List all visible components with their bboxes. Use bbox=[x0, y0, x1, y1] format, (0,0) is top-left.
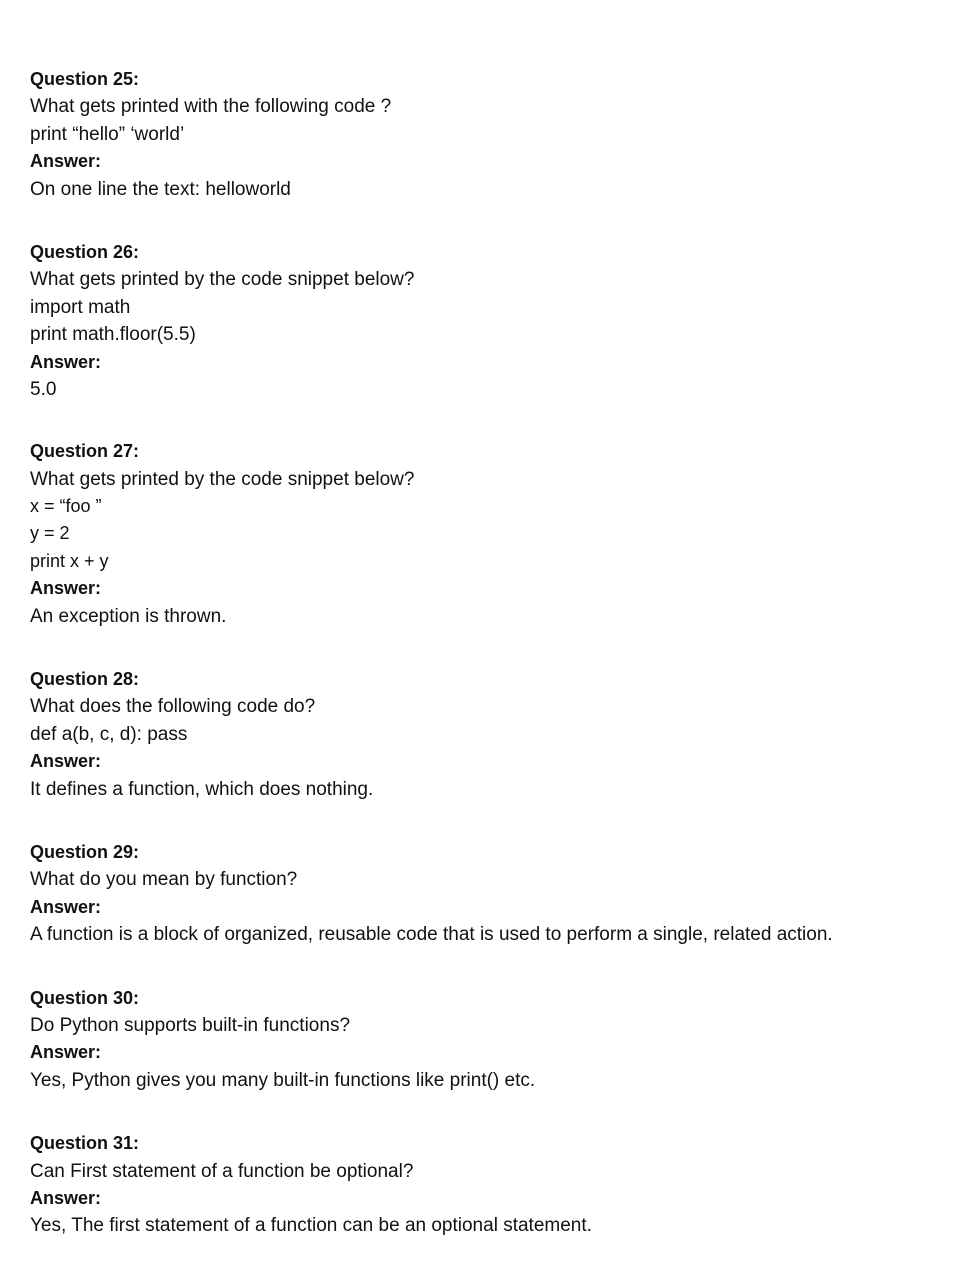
question-text: Do Python supports built-in functions? bbox=[30, 1014, 351, 1036]
question-text: What does the following code do? bbox=[30, 696, 316, 718]
answer-label: Answer: bbox=[30, 1187, 102, 1208]
question-heading: Question 25: bbox=[30, 69, 140, 89]
question-heading: Question 31: bbox=[30, 1133, 140, 1154]
question-heading: Question 28: bbox=[30, 669, 140, 690]
spacer bbox=[30, 630, 950, 666]
answer-label: Answer: bbox=[30, 1042, 102, 1063]
answer-label: Answer: bbox=[30, 896, 102, 917]
answer-text: An exception is thrown. bbox=[30, 605, 227, 627]
answer-label: Answer: bbox=[30, 751, 102, 772]
code-line: y = 2 bbox=[30, 523, 70, 544]
answer-text: It defines a function, which does nothing. bbox=[30, 778, 374, 800]
spacer bbox=[30, 949, 950, 985]
answer-label: Answer: bbox=[30, 578, 102, 599]
code-line: print x + y bbox=[30, 550, 109, 571]
answer-text: 5.0 bbox=[30, 378, 57, 400]
code-line: import math bbox=[30, 296, 131, 318]
question-heading: Question 30: bbox=[30, 987, 140, 1008]
code-line: x = “foo ” bbox=[30, 496, 102, 517]
qa-block-28 bbox=[30, 666, 950, 803]
question-text: What do you mean by function? bbox=[30, 869, 298, 891]
spacer bbox=[30, 803, 950, 839]
question-heading: Question 29: bbox=[30, 841, 140, 862]
qa-block-31 bbox=[30, 1130, 950, 1240]
question-heading: Question 27: bbox=[30, 441, 140, 462]
question-text: What gets printed with the following code ? bbox=[30, 96, 392, 118]
answer-label: Answer: bbox=[30, 351, 102, 372]
question-text: What gets printed by the code snippet below? bbox=[30, 468, 415, 490]
answer-text: A function is a block of organized, reusable code that is used to perform a single, related action. bbox=[30, 924, 833, 946]
code-line: def a(b, c, d): pass bbox=[30, 723, 188, 745]
qa-block-25 bbox=[30, 66, 950, 203]
question-text: What gets printed by the code snippet below? bbox=[30, 269, 415, 291]
spacer bbox=[30, 203, 950, 239]
qa-block-27 bbox=[30, 438, 950, 630]
question-text: Can First statement of a function be optional? bbox=[30, 1160, 414, 1182]
qa-block-26 bbox=[30, 239, 950, 403]
answer-text: Yes, The first statement of a function can be an optional statement. bbox=[30, 1215, 592, 1237]
qa-block-30 bbox=[30, 985, 950, 1095]
spacer bbox=[30, 1094, 950, 1130]
document-page bbox=[30, 66, 950, 1240]
qa-block-29 bbox=[30, 839, 950, 949]
question-heading: Question 26: bbox=[30, 241, 140, 262]
code-line: print math.floor(5.5) bbox=[30, 324, 196, 346]
answer-text: On one line the text: helloworld bbox=[30, 178, 291, 200]
code-line: print “hello” ‘world’ bbox=[30, 123, 185, 145]
answer-label: Answer: bbox=[30, 151, 102, 172]
spacer bbox=[30, 403, 950, 438]
answer-text: Yes, Python gives you many built-in functions like print() etc. bbox=[30, 1069, 536, 1091]
